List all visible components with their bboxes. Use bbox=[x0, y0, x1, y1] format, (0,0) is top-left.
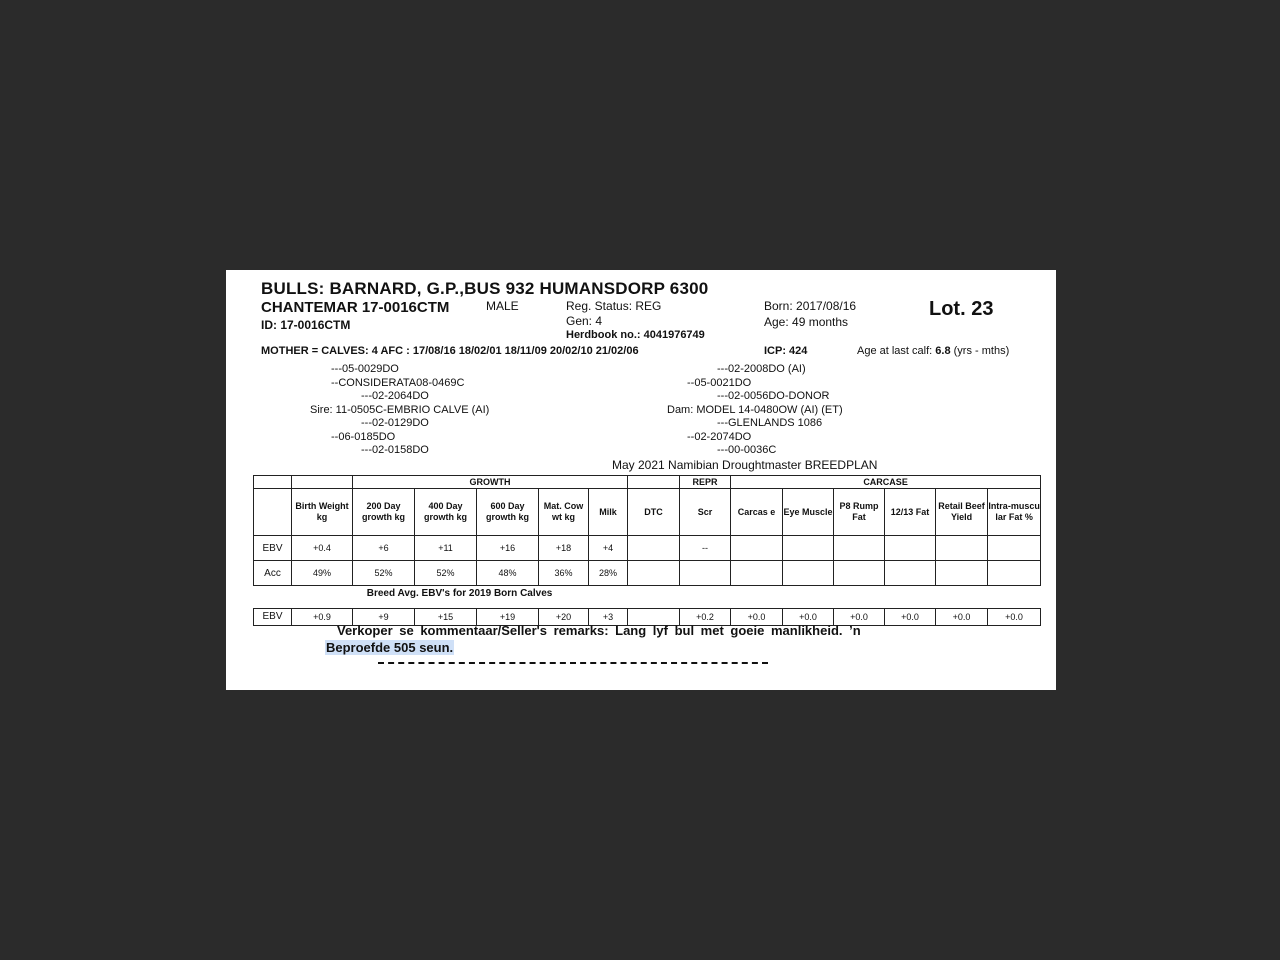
column-header: 400 Day growth kg bbox=[415, 489, 477, 536]
acc-cell: 52% bbox=[353, 561, 415, 586]
breed-avg-cell: +15 bbox=[415, 608, 477, 625]
animal-name: CHANTEMAR 17-0016CTM bbox=[261, 299, 450, 316]
breed-avg-cell: +0.9 bbox=[292, 608, 353, 625]
group-blank bbox=[254, 476, 292, 489]
animal-id: ID: 17-0016CTM bbox=[261, 318, 351, 332]
breedplan-title: May 2021 Namibian Droughtmaster BREEDPLAN bbox=[612, 458, 878, 472]
acc-cell bbox=[834, 561, 885, 586]
column-header-blank bbox=[254, 489, 292, 536]
seller-remarks: Verkoper se kommentaar/Seller's remarks: Lang lyf bul met goeie manlikheid. ’n bbox=[337, 623, 861, 638]
breed-avg-cell: +0.0 bbox=[834, 608, 885, 625]
ebv-cell bbox=[885, 536, 936, 561]
breed-avg-cell: +3 bbox=[589, 608, 628, 625]
ebv-cell bbox=[628, 536, 680, 561]
animal-sex: MALE bbox=[486, 299, 519, 313]
row-label: Acc bbox=[254, 561, 292, 586]
column-header: Birth Weight kg bbox=[292, 489, 353, 536]
column-header: Retail Beef Yield bbox=[936, 489, 988, 536]
column-header: DTC bbox=[628, 489, 680, 536]
breed-avg-cell: +0.0 bbox=[731, 608, 783, 625]
acc-cell: 28% bbox=[589, 561, 628, 586]
mother-calves: MOTHER = CALVES: 4 AFC : 17/08/16 18/02/01 18/11/09 20/02/10 21/02/06 bbox=[261, 345, 639, 357]
sire-pedigree-line: --06-0185DO bbox=[331, 431, 396, 443]
ebv-cell: +0.4 bbox=[292, 536, 353, 561]
dam-pedigree-line: ---00-0036C bbox=[717, 444, 777, 456]
acc-cell bbox=[680, 561, 731, 586]
column-header: 200 Day growth kg bbox=[353, 489, 415, 536]
sire-pedigree-line: ---02-0158DO bbox=[361, 444, 429, 456]
row-label: EBV bbox=[254, 536, 292, 561]
breed-avg-cell: +20 bbox=[539, 608, 589, 625]
sire-name: Sire: 11-0505C-EMBRIO CALVE (AI) bbox=[310, 404, 490, 416]
breed-avg-cell: +0.0 bbox=[936, 608, 988, 625]
icp: ICP: 424 bbox=[764, 345, 808, 357]
breed-avg-cell: +0.0 bbox=[885, 608, 936, 625]
column-header: Mat. Cow wt kg bbox=[539, 489, 589, 536]
acc-cell bbox=[628, 561, 680, 586]
document-title: BULLS: BARNARD, G.P.,BUS 932 HUMANSDORP 6300 bbox=[261, 279, 709, 298]
sire-pedigree-line: ---02-2064DO bbox=[361, 390, 429, 402]
dam-pedigree-line: ---02-2008DO (AI) bbox=[717, 363, 806, 375]
acc-cell bbox=[731, 561, 783, 586]
acc-cell bbox=[936, 561, 988, 586]
sire-pedigree-line: --CONSIDERATA08-0469C bbox=[331, 377, 465, 389]
born-date: Born: 2017/08/16 bbox=[764, 299, 857, 313]
dam-pedigree-line: --02-2074DO bbox=[687, 431, 752, 443]
breed-avg-title-row bbox=[254, 586, 1041, 601]
breed-avg-cell: +19 bbox=[477, 608, 539, 625]
column-header: 600 Day growth kg bbox=[477, 489, 539, 536]
dam-pedigree-line: --05-0021DO bbox=[687, 377, 752, 389]
ebv-cell: +16 bbox=[477, 536, 539, 561]
reg-status: Reg. Status: REG bbox=[566, 299, 662, 313]
column-header: Eye Muscle bbox=[783, 489, 834, 536]
age: Age: 49 months bbox=[764, 315, 849, 329]
acc-cell: 49% bbox=[292, 561, 353, 586]
ebv-row bbox=[254, 536, 1041, 561]
spacer bbox=[254, 586, 292, 601]
acc-cell bbox=[988, 561, 1041, 586]
age-last-calf-value: 6.8 bbox=[935, 345, 951, 357]
acc-cell: 36% bbox=[539, 561, 589, 586]
column-header: Scr bbox=[680, 489, 731, 536]
column-header: 12/13 Fat bbox=[885, 489, 936, 536]
acc-cell bbox=[783, 561, 834, 586]
acc-cell bbox=[885, 561, 936, 586]
column-header: Carcas e bbox=[731, 489, 783, 536]
breed-avg-cell: +0.2 bbox=[680, 608, 731, 625]
dashed-divider bbox=[378, 662, 768, 664]
age-last-calf-label: Age at last calf: bbox=[857, 345, 933, 357]
dam-pedigree-line: ---GLENLANDS 1086 bbox=[717, 417, 823, 429]
group-blank bbox=[628, 476, 680, 489]
age-last-calf bbox=[857, 345, 1009, 357]
group-repr: REPR bbox=[680, 476, 731, 489]
row-label: EBV bbox=[254, 608, 292, 625]
sire-pedigree-line: ---05-0029DO bbox=[331, 363, 399, 375]
group-carcase: CARCASE bbox=[731, 476, 1041, 489]
ebv-cell bbox=[834, 536, 885, 561]
breed-avg-cell: +0.0 bbox=[783, 608, 834, 625]
ebv-cell: +6 bbox=[353, 536, 415, 561]
ebv-cell bbox=[783, 536, 834, 561]
ebv-cell: +18 bbox=[539, 536, 589, 561]
group-blank bbox=[292, 476, 353, 489]
breed-avg-cell: +0.0 bbox=[988, 608, 1041, 625]
spacer bbox=[628, 586, 1041, 601]
generation: Gen: 4 bbox=[566, 314, 603, 328]
ebv-table bbox=[253, 475, 1041, 626]
acc-cell: 48% bbox=[477, 561, 539, 586]
herdbook-number: Herdbook no.: 4041976749 bbox=[566, 329, 705, 341]
column-header: P8 Rump Fat bbox=[834, 489, 885, 536]
seller-remarks-selected[interactable]: Beproefde 505 seun. bbox=[326, 640, 454, 655]
ebv-cell bbox=[988, 536, 1041, 561]
lot-document bbox=[226, 270, 1056, 690]
group-growth: GROWTH bbox=[353, 476, 628, 489]
ebv-cell: +11 bbox=[415, 536, 477, 561]
dam-name: Dam: MODEL 14-0480OW (AI) (ET) bbox=[667, 404, 843, 416]
acc-cell: 52% bbox=[415, 561, 477, 586]
column-header-row bbox=[254, 489, 1041, 536]
ebv-cell: -- bbox=[680, 536, 731, 561]
ebv-cell bbox=[731, 536, 783, 561]
sire-pedigree-line: ---02-0129DO bbox=[361, 417, 429, 429]
column-header: Intra-muscu lar Fat % bbox=[988, 489, 1041, 536]
breed-avg-cell: +9 bbox=[353, 608, 415, 625]
column-header: Milk bbox=[589, 489, 628, 536]
lot-number: Lot. 23 bbox=[929, 298, 994, 320]
ebv-cell: +4 bbox=[589, 536, 628, 561]
ebv-cell bbox=[936, 536, 988, 561]
dam-pedigree-line: ---02-0056DO-DONOR bbox=[717, 390, 830, 402]
age-last-calf-unit: (yrs - mths) bbox=[953, 345, 1010, 357]
acc-row bbox=[254, 561, 1041, 586]
spacer-row bbox=[254, 600, 1041, 608]
group-header-row bbox=[254, 476, 1041, 489]
breed-avg-title: Breed Avg. EBV's for 2019 Born Calves bbox=[366, 587, 553, 599]
spacer bbox=[254, 600, 1041, 608]
